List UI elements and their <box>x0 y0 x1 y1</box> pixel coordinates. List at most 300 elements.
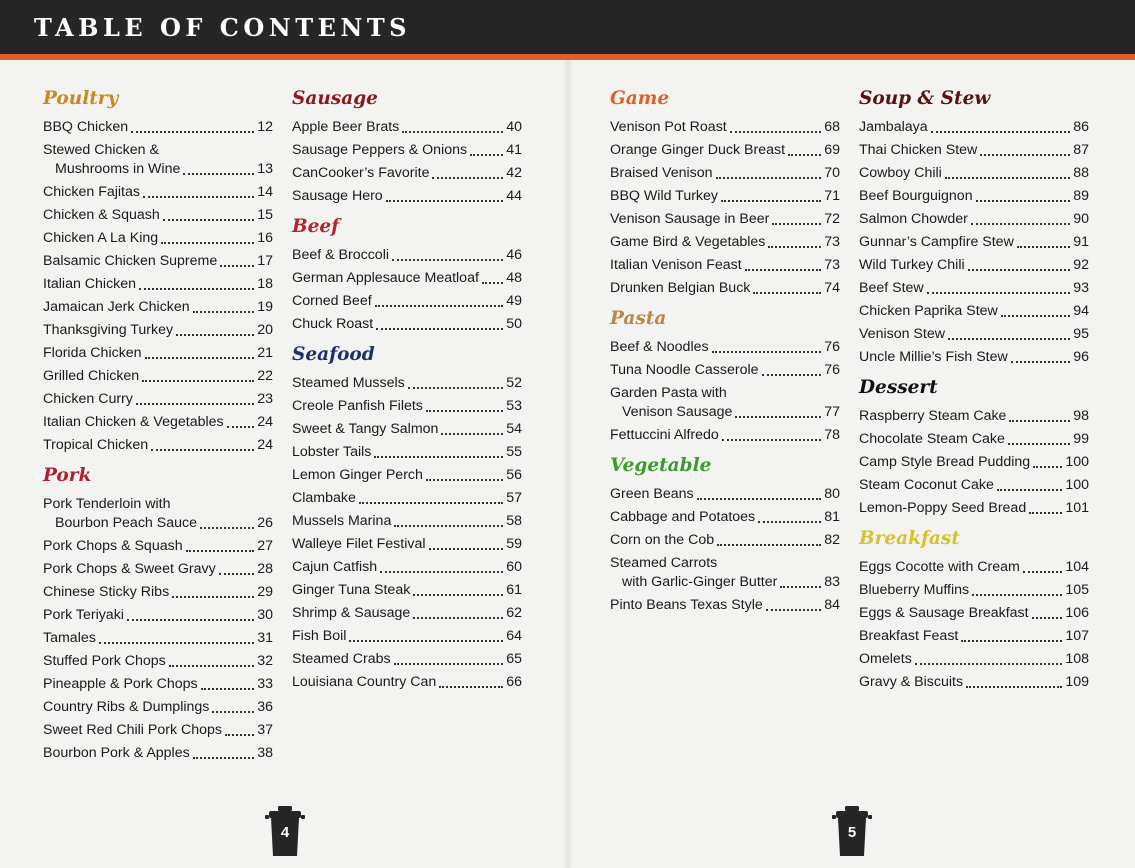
dot-leader <box>721 199 821 202</box>
toc-entry <box>43 409 273 432</box>
toc-entry <box>610 160 840 183</box>
recipe-name: Cajun Catfish <box>292 559 378 575</box>
toc-entry <box>859 495 1089 518</box>
toc-entry <box>43 202 273 225</box>
toc-entry <box>43 491 273 533</box>
recipe-name: Chocolate Steam Cake <box>859 431 1005 447</box>
page-number: 65 <box>506 651 522 667</box>
toc-entry <box>292 393 522 416</box>
recipe-name: Chicken Curry <box>43 391 133 407</box>
toc-entry <box>292 370 522 393</box>
recipe-name: Pork Chops & Squash <box>43 538 183 554</box>
dot-leader <box>1008 442 1070 445</box>
toc-entry <box>859 646 1089 669</box>
recipe-name: BBQ Chicken <box>43 119 129 135</box>
toc-entry <box>43 740 273 763</box>
toc-entry <box>610 481 840 504</box>
recipe-name: Bourbon Pork & Apples <box>43 745 190 761</box>
dot-leader <box>931 130 1071 133</box>
section-title: Dessert <box>859 377 938 398</box>
dot-leader <box>945 176 1070 179</box>
toc-entry <box>43 432 273 455</box>
section-pork <box>43 463 273 763</box>
recipe-list <box>610 334 840 445</box>
recipe-name-line-1: Stewed Chicken & <box>43 142 159 158</box>
dot-leader <box>766 608 821 611</box>
toc-entry <box>43 602 273 625</box>
toc-entry <box>859 623 1089 646</box>
toc-entry <box>43 294 273 317</box>
recipe-name: Beef Bourguignon <box>859 188 973 204</box>
page-number: 80 <box>824 486 840 502</box>
recipe-name: Salmon Chowder <box>859 211 968 227</box>
dot-leader <box>716 176 822 179</box>
toc-entry <box>292 554 522 577</box>
recipe-name: Tropical Chicken <box>43 437 149 453</box>
dot-leader <box>976 199 1071 202</box>
section-title: Sausage <box>292 88 378 109</box>
dot-leader <box>722 438 821 441</box>
recipe-name <box>43 495 197 533</box>
toc-entry <box>610 183 840 206</box>
toc-entry <box>610 114 840 137</box>
page-number: 41 <box>506 142 522 158</box>
dot-leader <box>780 585 821 588</box>
dot-leader <box>762 373 822 376</box>
page-number: 55 <box>506 444 522 460</box>
toc-entry <box>610 252 840 275</box>
recipe-name-line-2: Mushrooms in Wine <box>55 161 181 177</box>
recipe-name: Orange Ginger Duck Breast <box>610 142 786 158</box>
section-beef <box>292 214 522 334</box>
page-number: 58 <box>506 513 522 529</box>
toc-entry <box>43 225 273 248</box>
toc-entry <box>610 206 840 229</box>
toc-entry <box>43 694 273 717</box>
section-pasta <box>610 306 840 445</box>
dot-leader <box>413 616 503 619</box>
dot-leader <box>730 130 821 133</box>
page-number: 96 <box>1073 349 1089 365</box>
toc-entry <box>859 344 1089 367</box>
recipe-name: Steamed Mussels <box>292 375 405 391</box>
recipe-name: Steam Coconut Cake <box>859 477 994 493</box>
recipe-list <box>292 242 522 334</box>
section-game <box>610 86 840 298</box>
toc-entry <box>43 579 273 602</box>
dot-leader <box>145 356 255 359</box>
page-number: 22 <box>257 368 273 384</box>
page-number: 98 <box>1073 408 1089 424</box>
dot-leader <box>1017 245 1070 248</box>
page-number: 38 <box>257 745 273 761</box>
dot-leader <box>219 572 255 575</box>
recipe-name-line-2: with Garlic-Ginger Butter <box>622 574 778 590</box>
page-number: 52 <box>506 375 522 391</box>
page-number: 89 <box>1073 188 1089 204</box>
dot-leader <box>432 176 503 179</box>
page-number: 36 <box>257 699 273 715</box>
recipe-name-line-1: Steamed Carrots <box>610 555 718 571</box>
page-number: 104 <box>1065 559 1089 575</box>
toc-entry <box>610 137 840 160</box>
page-number: 26 <box>257 515 273 531</box>
recipe-name: Apple Beer Brats <box>292 119 400 135</box>
recipe-name: Chicken Paprika Stew <box>859 303 998 319</box>
dot-leader <box>968 268 1071 271</box>
dot-leader <box>227 425 255 428</box>
section-title: Vegetable <box>610 455 712 476</box>
toc-entry <box>859 229 1089 252</box>
recipe-name: Corn on the Cob <box>610 532 715 548</box>
recipe-name: Shrimp & Sausage <box>292 605 411 621</box>
recipe-name: Italian Chicken & Vegetables <box>43 414 224 430</box>
recipe-name: Louisiana Country Can <box>292 674 437 690</box>
dot-leader <box>735 415 821 418</box>
recipe-name: Thai Chicken Stew <box>859 142 978 158</box>
page-number: 16 <box>257 230 273 246</box>
page-number-right: 5 <box>847 824 857 841</box>
section-title: Seafood <box>292 344 375 365</box>
recipe-name: Tuna Noodle Casserole <box>610 362 759 378</box>
page-number: 64 <box>506 628 522 644</box>
dot-leader <box>717 543 821 546</box>
recipe-name: Venison Sausage in Beer <box>610 211 770 227</box>
recipe-name: Walleye Filet Festival <box>292 536 426 552</box>
page-number: 19 <box>257 299 273 315</box>
page-number: 92 <box>1073 257 1089 273</box>
recipe-name: Fettuccini Alfredo <box>610 427 719 443</box>
dot-leader <box>961 639 1062 642</box>
recipe-list <box>43 491 273 763</box>
page-number-left: 4 <box>280 824 290 841</box>
page-number: 42 <box>506 165 522 181</box>
recipe-list <box>859 554 1089 692</box>
page-number: 93 <box>1073 280 1089 296</box>
recipe-name: Blueberry Muffins <box>859 582 970 598</box>
recipe-name <box>43 141 180 179</box>
recipe-name: Balsamic Chicken Supreme <box>43 253 218 269</box>
toc-entry <box>859 426 1089 449</box>
recipe-name <box>610 384 732 422</box>
page-number: 24 <box>257 414 273 430</box>
toc-entry <box>859 600 1089 623</box>
toc-entry <box>292 462 522 485</box>
page-number: 40 <box>506 119 522 135</box>
dot-leader <box>408 386 503 389</box>
section-title: Poultry <box>43 88 119 109</box>
page-number: 46 <box>506 247 522 263</box>
page-number: 53 <box>506 398 522 414</box>
recipe-name: Jamaican Jerk Chicken <box>43 299 190 315</box>
toc-entry <box>859 554 1089 577</box>
dot-leader <box>374 455 503 458</box>
toc-entry <box>43 179 273 202</box>
dot-leader <box>915 662 1063 665</box>
page-number: 50 <box>506 316 522 332</box>
page-number: 28 <box>257 561 273 577</box>
toc-entry <box>610 275 840 298</box>
recipe-name: Clambake <box>292 490 356 506</box>
toc-entry <box>292 669 522 692</box>
page-number: 68 <box>824 119 840 135</box>
page-number: 29 <box>257 584 273 600</box>
page-number: 21 <box>257 345 273 361</box>
section-title: Soup & Stew <box>859 88 991 109</box>
toc-entry <box>43 248 273 271</box>
toc-entry <box>859 206 1089 229</box>
dot-leader <box>712 350 822 353</box>
page-number: 73 <box>824 234 840 250</box>
recipe-name: Camp Style Bread Pudding <box>859 454 1031 470</box>
page-number: 37 <box>257 722 273 738</box>
recipe-name: Breakfast Feast <box>859 628 959 644</box>
recipe-name: Pork Chops & Sweet Gravy <box>43 561 216 577</box>
dot-leader <box>753 291 821 294</box>
recipe-list <box>292 114 522 206</box>
recipe-name: Country Ribs & Dumplings <box>43 699 210 715</box>
dot-leader <box>1023 570 1062 573</box>
recipe-name: Braised Venison <box>610 165 713 181</box>
dot-leader <box>745 268 822 271</box>
recipe-list <box>610 481 840 615</box>
page-number: 48 <box>506 270 522 286</box>
dot-leader <box>186 549 255 552</box>
page-number: 95 <box>1073 326 1089 342</box>
toc-entry <box>292 265 522 288</box>
toc-entry <box>43 556 273 579</box>
page-number: 87 <box>1073 142 1089 158</box>
recipe-name: Sausage Hero <box>292 188 383 204</box>
toc-entry <box>292 531 522 554</box>
page-number: 69 <box>824 142 840 158</box>
dot-leader <box>139 287 254 290</box>
recipe-name: Green Beans <box>610 486 694 502</box>
dot-leader <box>394 662 504 665</box>
section-title: Pasta <box>610 308 667 329</box>
recipe-name: Pork Teriyaki <box>43 607 124 623</box>
toc-entry <box>292 114 522 137</box>
recipe-name: Omelets <box>859 651 912 667</box>
page-number: 14 <box>257 184 273 200</box>
page-number: 84 <box>824 597 840 613</box>
dot-leader <box>201 687 255 690</box>
dot-leader <box>966 685 1062 688</box>
toc-entry <box>292 160 522 183</box>
toc-entry <box>859 183 1089 206</box>
recipe-name: Corned Beef <box>292 293 372 309</box>
dot-leader <box>980 153 1070 156</box>
dot-leader <box>470 153 503 156</box>
page-number: 74 <box>824 280 840 296</box>
page-number: 32 <box>257 653 273 669</box>
column-3 <box>610 86 840 623</box>
dot-leader <box>768 245 821 248</box>
toc-entry <box>43 340 273 363</box>
toc-entry <box>43 386 273 409</box>
recipe-name: Gunnar’s Campfire Stew <box>859 234 1014 250</box>
dot-leader <box>375 304 504 307</box>
recipe-list <box>859 114 1089 367</box>
page-number: 15 <box>257 207 273 223</box>
toc-entry <box>610 527 840 550</box>
page-number: 106 <box>1065 605 1089 621</box>
dot-leader <box>1032 616 1063 619</box>
toc-entry <box>292 137 522 160</box>
toc-entry <box>859 275 1089 298</box>
recipe-name: Sausage Peppers & Onions <box>292 142 468 158</box>
toc-entry <box>859 252 1089 275</box>
toc-entry <box>292 600 522 623</box>
dot-leader <box>1009 419 1070 422</box>
dot-leader <box>439 685 503 688</box>
dot-leader <box>151 448 254 451</box>
recipe-list <box>610 114 840 298</box>
recipe-name: CanCooker’s Favorite <box>292 165 430 181</box>
recipe-name: Lobster Tails <box>292 444 372 460</box>
section-title: Pork <box>43 465 92 486</box>
dot-leader <box>386 199 504 202</box>
recipe-name: Eggs & Sausage Breakfast <box>859 605 1029 621</box>
recipe-name: Chicken & Squash <box>43 207 160 223</box>
dot-leader <box>429 547 504 550</box>
toc-entry <box>610 550 840 592</box>
page-number: 70 <box>824 165 840 181</box>
recipe-name: Italian Chicken <box>43 276 137 292</box>
toc-entry <box>610 422 840 445</box>
toc-entry <box>610 334 840 357</box>
dot-leader <box>1033 465 1062 468</box>
recipe-name: Gravy & Biscuits <box>859 674 964 690</box>
page-number: 71 <box>824 188 840 204</box>
column-1 <box>43 86 273 771</box>
toc-entry <box>859 114 1089 137</box>
dot-leader <box>220 264 254 267</box>
column-2 <box>292 86 522 700</box>
dot-leader <box>997 488 1062 491</box>
page-fold <box>563 60 573 868</box>
section-dessert <box>859 375 1089 518</box>
recipe-name: Tamales <box>43 630 96 646</box>
section-seafood <box>292 342 522 692</box>
dot-leader <box>349 639 503 642</box>
dot-leader <box>972 593 1062 596</box>
recipe-list <box>859 403 1089 518</box>
dot-leader <box>1029 511 1062 514</box>
toc-entry <box>859 472 1089 495</box>
page-number-badge-right <box>832 806 872 858</box>
dot-leader <box>394 524 503 527</box>
dot-leader <box>193 756 255 759</box>
dot-leader <box>200 526 254 529</box>
toc-entry <box>292 242 522 265</box>
page-number: 44 <box>506 188 522 204</box>
page-number: 57 <box>506 490 522 506</box>
recipe-name: Game Bird & Vegetables <box>610 234 766 250</box>
page-number: 76 <box>824 339 840 355</box>
toc-entry <box>43 648 273 671</box>
recipe-name: Drunken Belgian Buck <box>610 280 751 296</box>
page-number: 88 <box>1073 165 1089 181</box>
dot-leader <box>927 291 1071 294</box>
toc-entry <box>859 321 1089 344</box>
toc-entry <box>859 298 1089 321</box>
dot-leader <box>143 195 254 198</box>
page-title: TABLE OF CONTENTS <box>34 13 412 42</box>
page-number: 99 <box>1073 431 1089 447</box>
section-breakfast <box>859 526 1089 692</box>
recipe-name: BBQ Wild Turkey <box>610 188 719 204</box>
recipe-name: Wild Turkey Chili <box>859 257 965 273</box>
recipe-name: Uncle Millie’s Fish Stew <box>859 349 1008 365</box>
page-number: 73 <box>824 257 840 273</box>
dot-leader <box>1011 360 1070 363</box>
recipe-list <box>43 114 273 455</box>
section-title: Breakfast <box>859 528 960 549</box>
toc-entry <box>610 592 840 615</box>
toc-entry <box>292 311 522 334</box>
dot-leader <box>697 497 822 500</box>
toc-entry <box>292 623 522 646</box>
recipe-name: Venison Stew <box>859 326 945 342</box>
toc-entry <box>859 403 1089 426</box>
recipe-name: Cabbage and Potatoes <box>610 509 756 525</box>
recipe-name: Chinese Sticky Ribs <box>43 584 170 600</box>
dot-leader <box>376 327 503 330</box>
page-number: 91 <box>1073 234 1089 250</box>
toc-entry <box>292 577 522 600</box>
dot-leader <box>758 520 821 523</box>
page-number: 49 <box>506 293 522 309</box>
dot-leader <box>136 402 254 405</box>
recipe-name: Chicken A La King <box>43 230 159 246</box>
toc-entry <box>859 160 1089 183</box>
recipe-name: Thanksgiving Turkey <box>43 322 174 338</box>
section-sausage <box>292 86 522 206</box>
toc-entry <box>859 669 1089 692</box>
page-number: 59 <box>506 536 522 552</box>
page-number: 94 <box>1073 303 1089 319</box>
page-number: 77 <box>824 404 840 420</box>
toc-entry <box>610 357 840 380</box>
page-number: 105 <box>1065 582 1089 598</box>
dot-leader <box>426 409 503 412</box>
dot-leader <box>225 733 254 736</box>
page-number: 61 <box>506 582 522 598</box>
recipe-name: Lemon-Poppy Seed Bread <box>859 500 1027 516</box>
recipe-name: Stuffed Pork Chops <box>43 653 166 669</box>
recipe-name: Jambalaya <box>859 119 928 135</box>
toc-entry <box>43 533 273 556</box>
dot-leader <box>380 570 503 573</box>
recipe-list <box>292 370 522 692</box>
page-number: 86 <box>1073 119 1089 135</box>
page-number: 100 <box>1065 454 1089 470</box>
dot-leader <box>142 379 254 382</box>
recipe-name <box>610 554 777 592</box>
recipe-name: Steamed Crabs <box>292 651 391 667</box>
dot-leader <box>402 130 503 133</box>
page-number: 30 <box>257 607 273 623</box>
recipe-name: Fish Boil <box>292 628 347 644</box>
recipe-name: Raspberry Steam Cake <box>859 408 1007 424</box>
recipe-name-line-1: Pork Tenderloin with <box>43 496 171 512</box>
page-number: 82 <box>824 532 840 548</box>
toc-entry <box>292 508 522 531</box>
toc-entry <box>43 671 273 694</box>
page-number: 90 <box>1073 211 1089 227</box>
toc-entry <box>610 380 840 422</box>
